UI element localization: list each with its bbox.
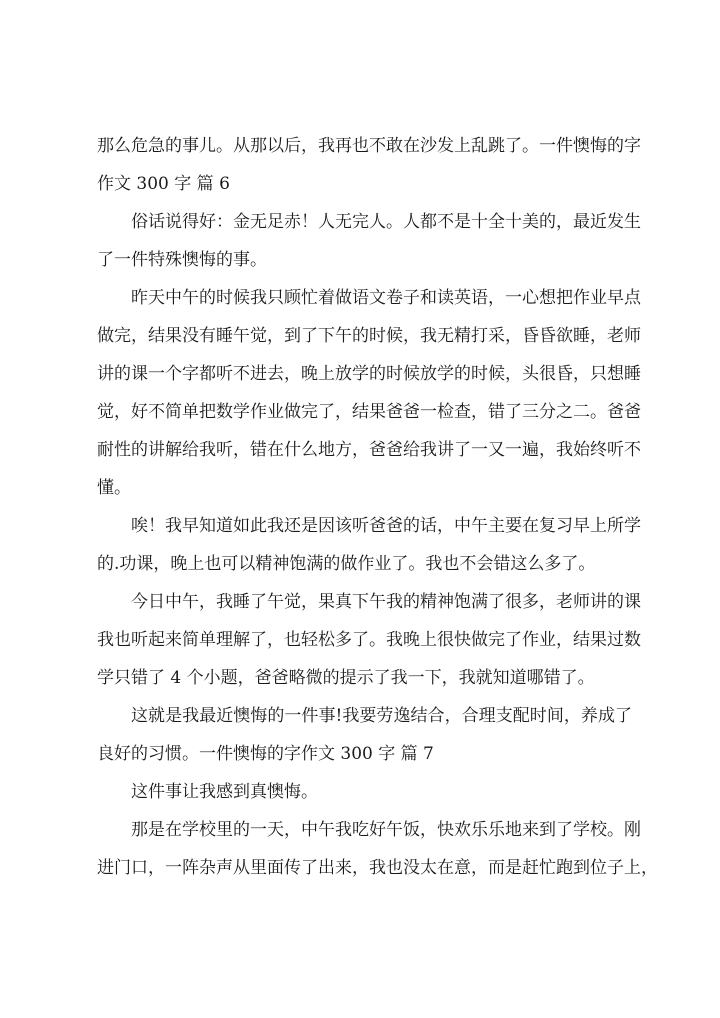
text-line-4: 了一件特殊懊悔的事。: [97, 250, 267, 270]
text-line-2: 作文 300 字 篇 6: [97, 174, 230, 194]
text-line-6: 做完，结果没有睡午觉，到了下午的时候，我无精打采，昏昏欲睡，老师: [97, 326, 641, 346]
text-line-13: 今日中午，我睡了午觉，果真下午我的精神饱满了很多，老师讲的课: [131, 592, 641, 612]
text-line-17: 良好的习惯。一件懊悔的字作文 300 字 篇 7: [97, 744, 434, 764]
text-line-1: 那么危急的事儿。从那以后，我再也不敢在沙发上乱跳了。一件懊悔的字: [97, 136, 641, 156]
text-line-11: 唉！我早知道如此我还是因该听爸爸的话，中午主要在复习早上所学: [131, 516, 641, 536]
text-line-18: 这件事让我感到真懊悔。: [131, 782, 318, 802]
text-line-15: 学只错了 4 个小题，爸爸略微的提示了我一下，我就知道哪错了。: [97, 668, 595, 688]
text-line-9: 耐性的讲解给我听，错在什么地方，爸爸给我讲了一又一遍，我始终听不: [97, 440, 641, 460]
text-line-5: 昨天中午的时候我只顾忙着做语文卷子和读英语，一心想把作业早点: [131, 288, 641, 308]
text-line-7: 讲的课一个字都听不进去，晚上放学的时候放学的时候，头很昏，只想睡: [97, 364, 641, 384]
text-line-10: 懂。: [97, 478, 131, 498]
text-line-20: 进门口，一阵杂声从里面传了出来，我也没太在意，而是赶忙跑到位子上，: [97, 858, 658, 878]
text-line-12: 的.功课，晚上也可以精神饱满的做作业了。我也不会错这么多了。: [97, 554, 596, 574]
text-line-14: 我也听起来简单理解了，也轻松多了。我晚上很快做完了作业，结果过数: [97, 630, 641, 650]
text-line-3: 俗话说得好：金无足赤！人无完人。人都不是十全十美的，最近发生: [131, 212, 641, 232]
text-line-19: 那是在学校里的一天，中午我吃好午饭，快欢乐乐地来到了学校。刚: [131, 820, 641, 840]
text-line-8: 觉，好不简单把数学作业做完了，结果爸爸一检查，错了三分之二。爸爸: [97, 402, 641, 422]
text-line-16: 这就是我最近懊悔的一件事!我要劳逸结合，合理支配时间，养成了: [131, 706, 632, 726]
